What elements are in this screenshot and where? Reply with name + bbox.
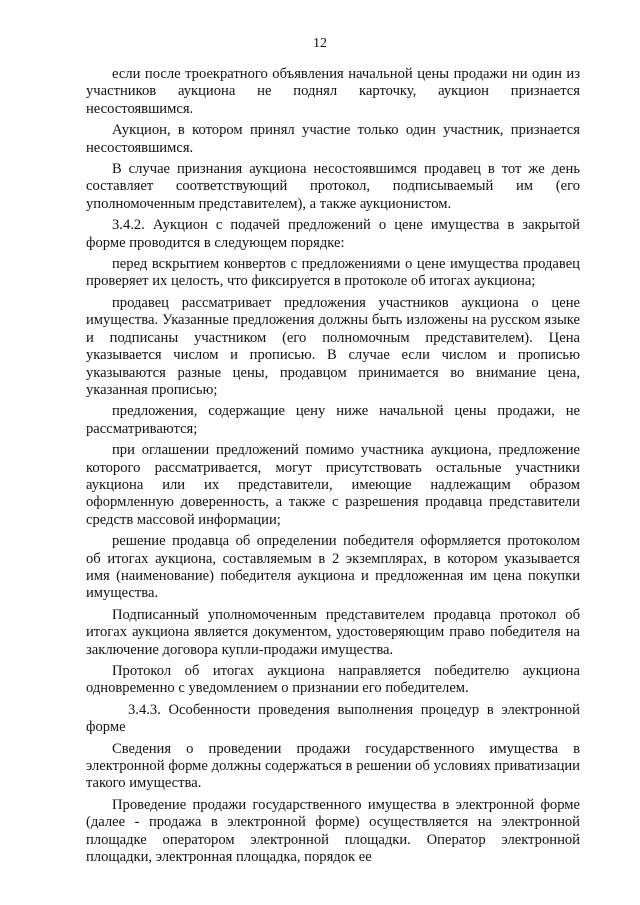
paragraph: Протокол об итогах аукциона направляется победителю аукциона одновременно с уведомлением о признании его победителем. [86,663,580,697]
paragraph: продавец рассматривает предложения участников аукциона о цене имущества. Указанные предложения должны быть изложены на русском языке и подписаны участником (его полномочным представителем). Цена указывается числом и прописью. В случае если числом и прописью указываются разные цены, продавцом принимается во внимание цена, указанная прописью; [86,294,580,398]
paragraph: решение продавца об определении победителя оформляется протоколом об итогах аукциона, составляемым в 2 экземплярах, в котором указывается имя (наименование) победителя аукциона и предложенная им цена покупки имущества. [86,533,580,602]
section-heading-3-4-2: 3.4.2. Аукцион с подачей предложений о цене имущества в закрытой форме проводится в следующем порядке: [86,217,580,251]
paragraph: Подписанный уполномоченным представителем продавца протокол об итогах аукциона является документом, удостоверяющим право победителя на заключение договора купли-продажи имущества. [86,606,580,658]
paragraph: при оглашении предложений помимо участника аукциона, предложение которого рассматривается, могут присутствовать остальные участники аукциона или их представители, имеющие надлежащим образом оформленную доверенность, а также с разрешения продавца представители средств массовой информации; [86,442,580,528]
paragraph: Аукцион, в котором принял участие только один участник, признается несостоявшимся. [86,122,580,156]
paragraph: Сведения о проведении продажи государственного имущества в электронной форме должны содержаться в решении об условиях приватизации такого имущества. [86,740,580,792]
document-body [86,66,580,866]
paragraph: если после троекратного объявления начальной цены продажи ни один из участников аукциона не поднял карточку, аукцион признается несостоявшимся. [86,66,580,117]
section-heading-3-4-3: 3.4.3. Особенности проведения выполнения процедур в электронной форме [86,701,580,736]
paragraph: Проведение продажи государственного имущества в электронной форме (далее - продажа в электронной форме) осуществляется на электронной площадке оператором электронной площадки. Оператор электронной площадки, электронная площадка, порядок ее [86,796,580,866]
paragraph: В случае признания аукциона несостоявшимся продавец в тот же день составляет соответствующий протокол, подписываемый им (его уполномоченным представителем), а также аукционистом. [86,161,580,212]
page-number: 12 [313,36,327,51]
paragraph: перед вскрытием конвертов с предложениями о цене имущества продавец проверяет их целость, что фиксируется в протоколе об итогах аукциона; [86,256,580,290]
paragraph: предложения, содержащие цену ниже начальной цены продажи, не рассматриваются; [86,403,580,437]
